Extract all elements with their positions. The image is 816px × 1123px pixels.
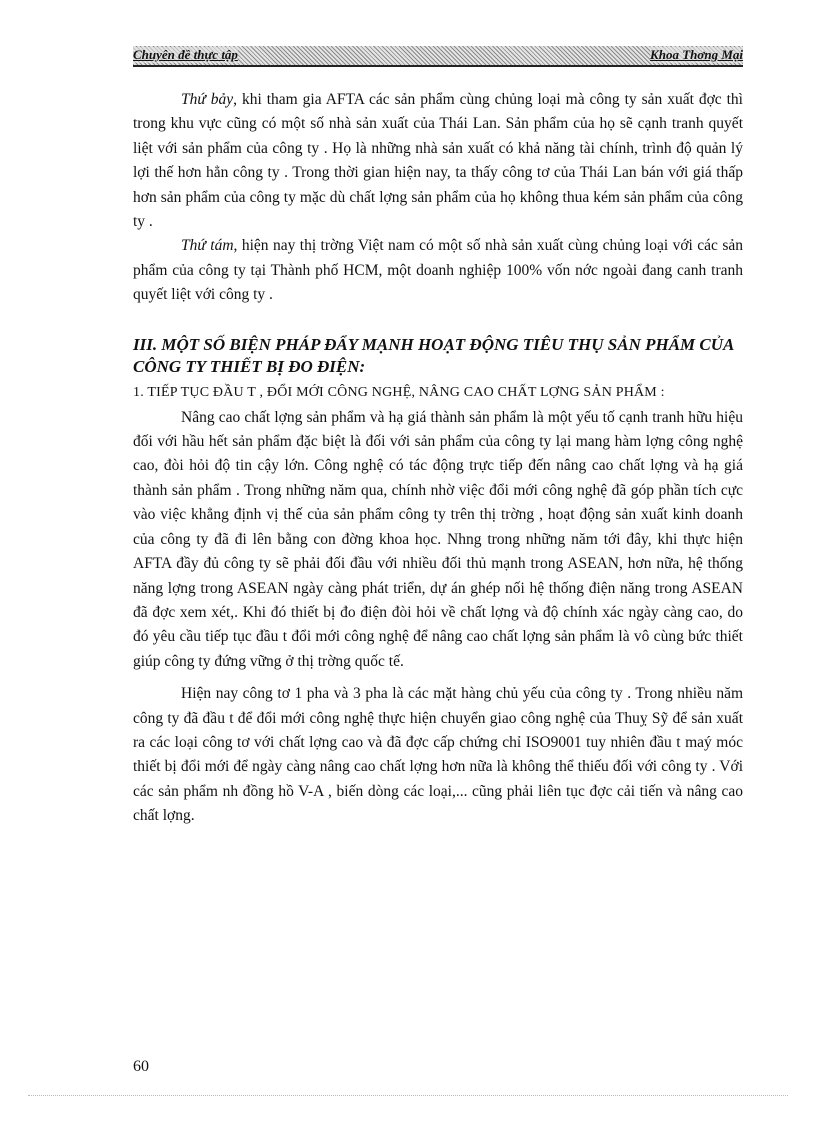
paragraph-lead: Thứ tám bbox=[181, 237, 234, 255]
paragraph-eighth bbox=[133, 234, 743, 307]
header-document-title: Chuyên đề thực tập bbox=[133, 47, 238, 62]
paragraph-lead: Thứ bảy bbox=[181, 91, 234, 108]
page-content bbox=[133, 88, 743, 829]
page-number: 60 bbox=[133, 1058, 149, 1075]
page-header bbox=[133, 46, 743, 67]
paragraph-body: Hiện nay công tơ 1 pha và 3 pha là các mặt hàng chủ yếu của công ty . Trong nhiều năm công ty đã đầu t để đổi mới công nghệ thực hiện chuyển giao công nghệ của Thuỵ Sỹ để sản xuất ra các loại công tơ với chất lợng cao và đã đợc cấp chứng chỉ ISO9001 tuy nhiên đầu t maý móc thiết bị đổi mới để ngày càng nâng cao chất lợng hơn nữa là không thể thiếu đối với công ty . Với các sản phẩm nh đồng hồ V-A , biến dòng các loại,... cũng phải liên tục đợc cải tiến và nâng cao chất lợng. bbox=[133, 685, 743, 825]
footer-divider bbox=[28, 1095, 788, 1096]
subsection-heading: 1. TIẾP TỤC ĐẦU T , ĐỔI MỚI CÔNG NGHỆ, NÂNG CAO CHẤT LỢNG SẢN PHẨM : bbox=[133, 384, 665, 400]
paragraph-text: , hiện nay thị trờng Việt nam có một số nhà sản xuất cùng chủng loại với các sản phẩm của công ty tại Thành phố HCM, một doanh nghiệp 100% vốn nớc ngoài đang canh tranh quyết liệt với công ty . bbox=[133, 237, 744, 304]
section-heading: III. MỘT SỐ BIỆN PHÁP ĐẨY MẠNH HOẠT ĐỘNG TIÊU THỤ SẢN PHẨM CỦA CÔNG TY THIẾT BỊ ĐO ĐIỆN: bbox=[133, 334, 734, 376]
paragraph-body: Nâng cao chất lợng sản phẩm và hạ giá thành sản phẩm là một yếu tố cạnh tranh hữu hiệu đối với hầu hết sản phẩm đặc biệt là đối với sản phẩm của công ty lại mang hàm lợng công nghệ cao, đòi hỏi độ tin cậy lớn. Công nghệ có tác động trực tiếp đến nâng cao chất lợng và hạ giá thành sản phẩm . Trong những năm qua, chính nhờ việc đổi mới công nghệ đã góp phần tích cực vào việc khẳng định vị thế của sản phẩm công ty trên thị trờng , hoạt động sản xuất kinh doanh của công ty đã đi lên bằng con đờng khoa học. Nhng trong những năm tới đây, khi thực hiện AFTA đầy đủ công ty sẽ phải đối đầu với nhiều đối thủ mạnh trong ASEAN, hơn nữa, hệ thống năng lợng trong ASEAN ngày càng phát triển, dự án ghép nối hệ thống điện năng trong ASEAN đã đợc xem xét,. Khi đó thiết bị đo điện đòi hỏi về chất lợng và độ chính xác ngày càng cao, do đó yêu cầu tiếp tục đầu t đổi mới công nghệ để nâng cao chất lợng sản phẩm là vô cùng bức thiết giúp công ty đứng vững ở thị trờng quốc tế. bbox=[133, 408, 743, 670]
paragraph-text: , khi tham gia AFTA các sản phẩm cùng chủng loại mà công ty sản xuất đợc thì trong khu vực cũng có một số nhà sản xuất của Thái Lan. Sản phẩm của họ sẽ cạnh tranh quyết liệt với sản phẩm của công ty . Họ là những nhà sản xuất có khả năng tài chính, trình độ quản lý lợi thế hơn hẳn công ty . Trong thời gian hiện nay, ta thấy công tơ của Thái Lan bán với giá thấp hơn sản phẩm của công ty mặc dù chất lợng sản phẩm của họ không thua kém sản phẩm của công ty . bbox=[133, 91, 743, 231]
header-faculty-name: Khoa Thơng Mại bbox=[650, 47, 743, 62]
paragraph-seventh bbox=[133, 88, 743, 234]
